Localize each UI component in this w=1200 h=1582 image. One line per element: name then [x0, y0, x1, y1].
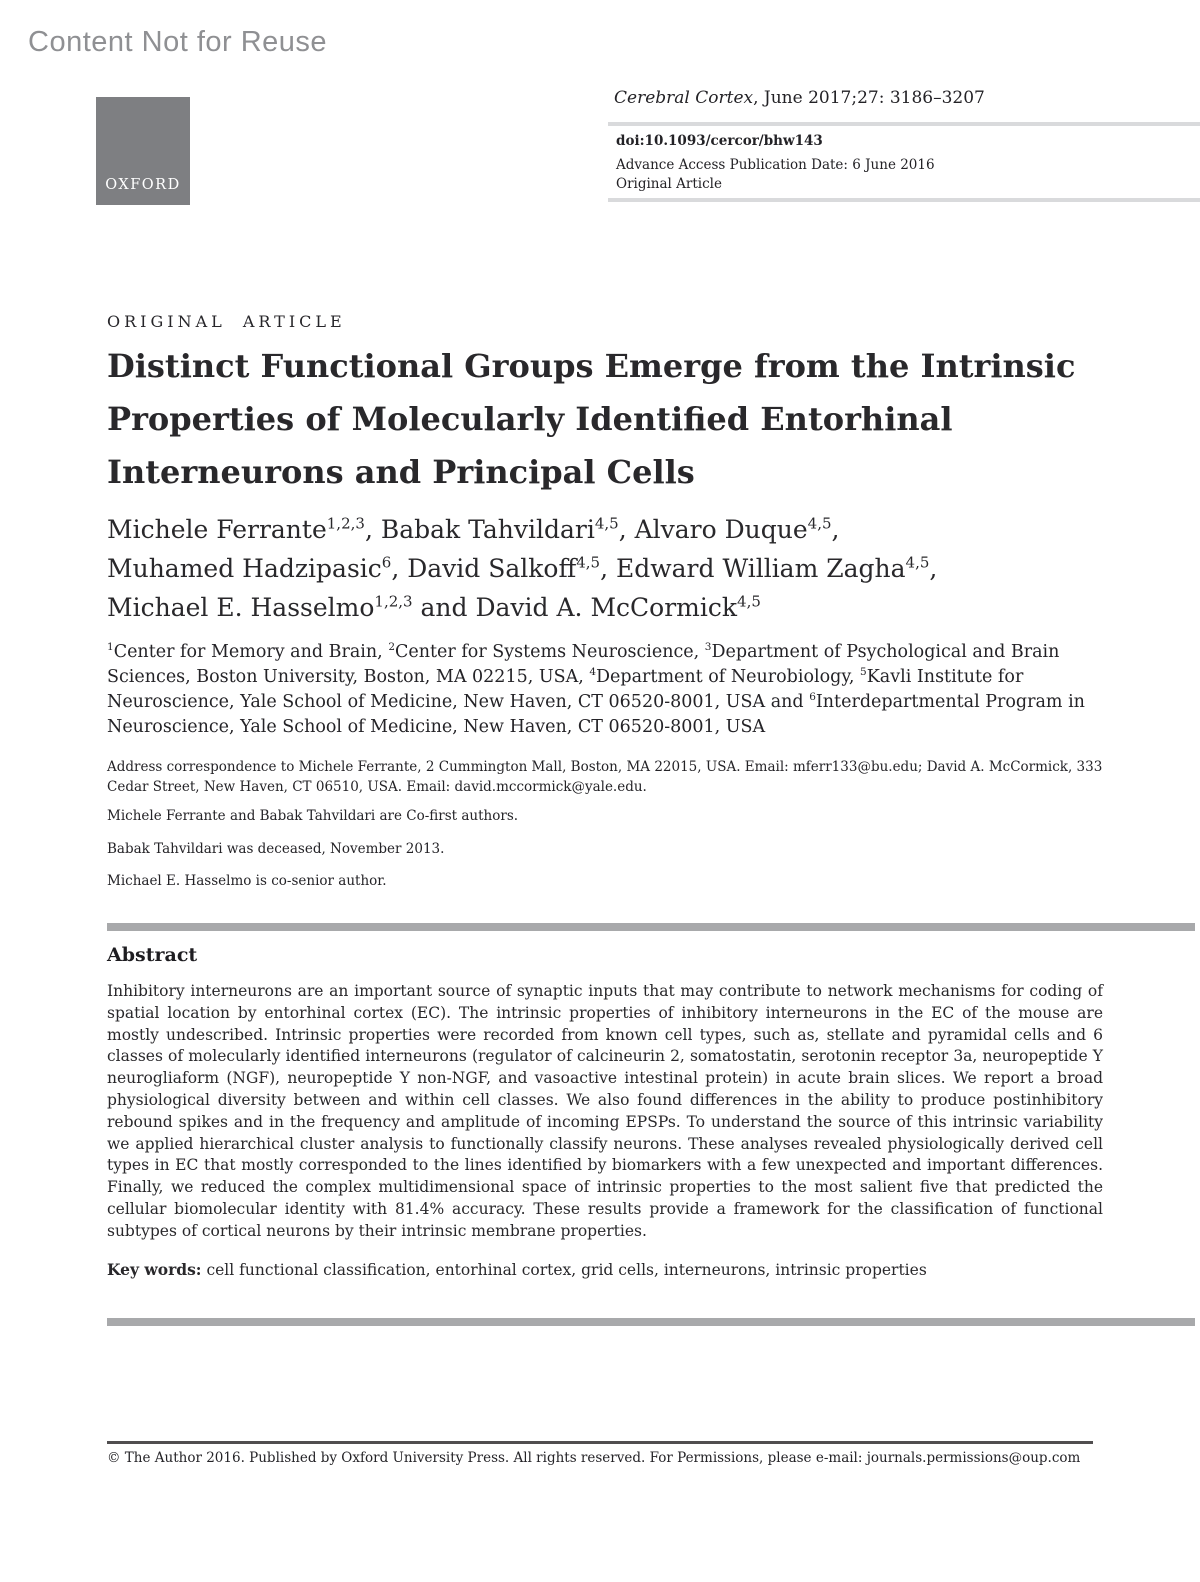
journal-citation: Cerebral Cortex, June 2017;27: 3186–3207 [614, 88, 985, 108]
keywords-line: Key words: cell functional classification, entorhinal cortex, grid cells, interneurons, intrinsic properties [107, 1260, 927, 1279]
footer-divider [107, 1441, 1093, 1444]
abstract-heading: Abstract [107, 944, 198, 966]
author-line-2: Muhamed Hadzipasic$^6$, David Salkoff$^{4,5}$, Edward William Zagha$^{4,5}$, [107, 553, 938, 583]
article-type-line: Original Article [616, 176, 722, 192]
note-deceased: Babak Tahvildari was deceased, November 2013. [107, 841, 445, 857]
advance-access-line: Advance Access Publication Date: 6 June 2016 [616, 157, 935, 173]
oxford-university-press-logo [96, 97, 190, 205]
watermark-text: Content Not for Reuse [28, 26, 328, 58]
article-title [107, 340, 1075, 499]
oxford-logo-label: OXFORD [105, 177, 181, 193]
article-title-line-2: Properties of Molecularly Identified Entorhinal [107, 400, 953, 438]
author-line-1: Michele Ferrante$^{1,2,3}$, Babak Tahvildari$^{4,5}$, Alvaro Duque$^{4,5}$, [107, 514, 840, 544]
header-divider-top [608, 122, 1200, 126]
article-title-line-1: Distinct Functional Groups Emerge from the Intrinsic [107, 347, 1076, 385]
article-title-line-3: Interneurons and Principal Cells [107, 453, 695, 491]
copyright-line: © The Author 2016. Published by Oxford University Press. All rights reserved. For Permissions, please e-mail: journals.permissions@oup.com [107, 1450, 1081, 1466]
abstract-divider-bottom [107, 1318, 1195, 1326]
header-divider-bottom [608, 198, 1200, 202]
doi-line: doi:10.1093/cercor/bhw143 [616, 133, 823, 149]
affiliations-paragraph: $^1$Center for Memory and Brain, $^2$Center for Systems Neuroscience, $^3$Department of Psychological and Brain Sciences, Boston University, Boston, MA 02215, USA, $^4$Department of Neurobiology, $^5$Kavli Institute for Neuroscience, Yale School of Medicine, New Haven, CT 06520-8001, USA and $^6$Interdepartmental Program in Neuroscience, Yale School of Medicine, New Haven, CT 06520-8001, USA [107, 641, 1085, 737]
author-line-3: Michael E. Hasselmo$^{1,2,3}$ and David A. McCormick$^{4,5}$ [107, 592, 761, 622]
correspondence-paragraph: Address correspondence to Michele Ferrante, 2 Cummington Mall, Boston, MA 22015, USA. Email: mferr133@bu.edu; David A. McCormick, 333 Cedar Street, New Haven, CT 06510, USA. Email: david.mccormick@yale.edu. [107, 759, 1103, 795]
abstract-body: Inhibitory interneurons are an important source of synaptic inputs that may contribute to network mechanisms for coding of spatial location by entorhinal cortex (EC). The intrinsic properties of inhibitory interneurons in the EC of the mouse are mostly undescribed. Intrinsic properties were recorded from known cell types, such as, stellate and pyramidal cells and 6 classes of molecularly identified interneurons (regulator of calcineurin 2, somatostatin, serotonin receptor 3a, neuropeptide Y neurogliaform (NGF), neuropeptide Y non-NGF, and vasoactive intestinal protein) in acute brain slices. We report a broad physiological diversity between and within cell classes. We also found differences in the ability to produce postinhibitory rebound spikes and in the frequency and amplitude of incoming EPSPs. To understand the source of this intrinsic variability we applied hierarchical cluster analysis to functionally classify neurons. These analyses revealed physiologically derived cell types in EC that mostly corresponded to the lines identified by biomarkers with a few unexpected and important differences. Finally, we reduced the complex multidimensional space of intrinsic properties to the most salient five that predicted the cellular biomolecular identity with 81.4% accuracy. These results provide a framework for the classification of functional subtypes of cortical neurons by their intrinsic membrane properties. [107, 982, 1103, 1240]
abstract-divider-top [107, 923, 1195, 931]
section-eyebrow: ORIGINAL ARTICLE [107, 312, 346, 331]
author-list [107, 510, 937, 627]
note-cofirst-authors: Michele Ferrante and Babak Tahvildari are Co-first authors. [107, 808, 519, 824]
note-cosenior-author: Michael E. Hasselmo is co-senior author. [107, 873, 387, 889]
